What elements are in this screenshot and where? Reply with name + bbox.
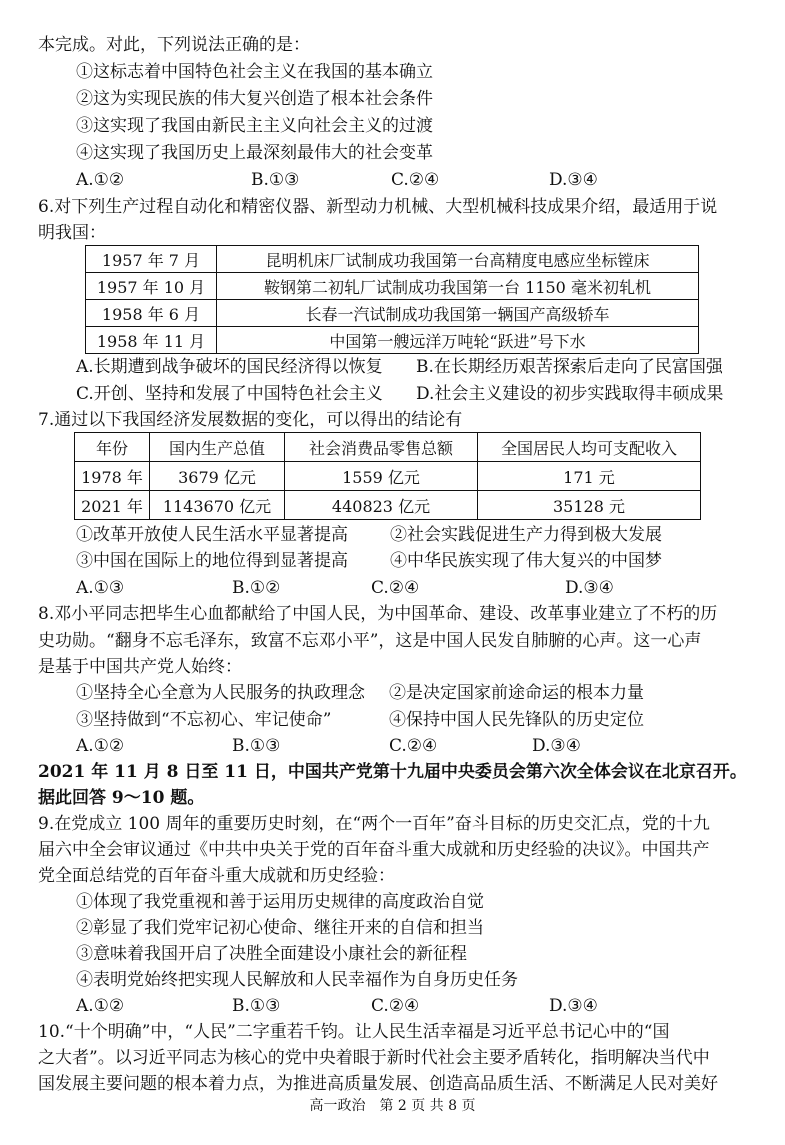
q8-stem: 史功勋。“翻身不忘毛泽东，致富不忘邓小平”，这是中国人民发自肺腑的心声。这一心声: [38, 631, 702, 651]
table-header-cell: 年份: [75, 433, 150, 462]
q6-stem: 6.对下列生产过程自动化和精密仪器、新型动力机械、大型机械科技成果介绍，最适用于说: [38, 197, 718, 217]
table-cell: 3679 亿元: [150, 462, 285, 491]
table-cell: 440823 亿元: [285, 491, 478, 520]
q9-item: ②彰显了我们党牢记初心使命、继往开来的自信和担当: [76, 918, 484, 938]
q8-option-a: A.①②: [76, 736, 125, 756]
table-row: [86, 327, 699, 354]
table-cell: 1143670 亿元: [150, 491, 285, 520]
table-cell: 1958 年 11 月: [86, 327, 217, 354]
q5-item: ①这标志着中国特色社会主义在我国的基本确立: [76, 62, 433, 82]
table-cell: 35128 元: [478, 491, 701, 520]
q9-stem: 9.在党成立 100 周年的重要历史时刻，在“两个一百年”奋斗目标的历史交汇点，党的十九: [38, 814, 710, 834]
q9-option-d: D.③④: [549, 996, 598, 1016]
q6-table: [85, 245, 699, 354]
table-header-cell: 国内生产总值: [150, 433, 285, 462]
q7-option-b: B.①②: [232, 578, 281, 598]
table-header-row: [75, 433, 701, 462]
q7-item: ①改革开放使人民生活水平显著提高: [76, 525, 348, 545]
q9-stem: 党全面总结党的百年奋斗重大成就和历史经验：: [38, 866, 395, 886]
q5-stem-continuation: 本完成。对此，下列说法正确的是：: [38, 35, 310, 55]
table-cell: 1978 年: [75, 462, 150, 491]
q9-option-b: B.①③: [232, 996, 281, 1016]
q7-option-d: D.③④: [565, 578, 614, 598]
q9-item: ④表明党始终把实现人民解放和人民幸福作为自身历史任务: [76, 970, 518, 990]
q8-option-d: D.③④: [532, 736, 581, 756]
table-cell: 1958 年 6 月: [86, 300, 217, 327]
q6-option-b: B.在长期经历艰苦探索后走向了民富国强: [416, 357, 723, 377]
table-cell: 鞍钢第二初轧厂试制成功我国第一台 1150 毫米初轧机: [217, 273, 699, 300]
q10-stem: 10.“十个明确”中，“人民”二字重若千钧。让人民生活幸福是习近平总书记心中的“国: [38, 1022, 670, 1042]
q8-option-c: C.②④: [389, 736, 438, 756]
table-cell: 1957 年 7 月: [86, 246, 217, 273]
q7-stem: 7.通过以下我国经济发展数据的变化，可以得出的结论有: [38, 410, 463, 430]
q9-stem: 届六中全会审议通过《中共中央关于党的百年奋斗重大成就和历史经验的决议》。中国共产: [38, 840, 710, 860]
q5-option-a: A.①②: [76, 170, 125, 190]
table-cell: 1957 年 10 月: [86, 273, 217, 300]
q5-option-d: D.③④: [549, 170, 598, 190]
q8-item: ①坚持全心全意为人民服务的执政理念: [76, 683, 365, 703]
table-row: [75, 491, 701, 520]
table-cell: 1559 亿元: [285, 462, 478, 491]
page-footer: 高一政治 第 2 页 共 8 页: [309, 1098, 476, 1114]
q8-item: ③坚持做到“不忘初心、牢记使命”: [76, 710, 332, 730]
q9-10-intro: 2021 年 11 月 8 日至 11 日，中国共产党第十九届中央委员会第六次全体会议在北京召开。: [38, 762, 747, 782]
q8-stem: 8.邓小平同志把毕生心血都献给了中国人民，为中国革命、建设、改革事业建立了不朽的历: [38, 604, 718, 624]
q9-item: ③意味着我国开启了决胜全面建设小康社会的新征程: [76, 944, 467, 964]
q6-option-c: C.开创、坚持和发展了中国特色社会主义: [76, 384, 383, 404]
q9-item: ①体现了我党重视和善于运用历史规律的高度政治自觉: [76, 892, 484, 912]
q7-option-a: A.①③: [76, 578, 125, 598]
table-cell: 2021 年: [75, 491, 150, 520]
q8-stem: 是基于中国共产党人始终：: [38, 657, 242, 677]
q9-10-intro: 据此回答 9～10 题。: [38, 788, 205, 808]
table-cell: 昆明机床厂试制成功我国第一台高精度电感应坐标镗床: [217, 246, 699, 273]
q7-item: ④中华民族实现了伟大复兴的中国梦: [390, 551, 662, 571]
q6-stem: 明我国：: [38, 223, 106, 243]
q8-option-b: B.①③: [232, 736, 281, 756]
q7-item: ②社会实践促进生产力得到极大发展: [390, 525, 662, 545]
table-header-cell: 社会消费品零售总额: [285, 433, 478, 462]
q8-item: ②是决定国家前途命运的根本力量: [389, 683, 644, 703]
q5-item: ②这为实现民族的伟大复兴创造了根本社会条件: [76, 89, 433, 109]
q9-option-a: A.①②: [76, 996, 125, 1016]
q6-option-a: A.长期遭到战争破坏的国民经济得以恢复: [76, 357, 383, 377]
table-cell: 长春一汽试制成功我国第一辆国产高级轿车: [217, 300, 699, 327]
table-cell: 中国第一艘远洋万吨轮“跃进”号下水: [217, 327, 699, 354]
q7-table: [74, 432, 701, 520]
q5-option-b: B.①③: [251, 170, 300, 190]
table-row: [86, 300, 699, 327]
q5-item: ④这实现了我国历史上最深刻最伟大的社会变革: [76, 143, 433, 163]
q10-stem: 国发展主要问题的根本着力点，为推进高质量发展、创造高品质生活、不断满足人民对美好: [38, 1074, 718, 1094]
table-row: [86, 273, 699, 300]
q10-stem: 之大者”。以习近平同志为核心的党中央着眼于新时代社会主要矛盾转化，指明解决当代中: [38, 1048, 710, 1068]
q6-option-d: D.社会主义建设的初步实践取得丰硕成果: [416, 384, 724, 404]
q5-item: ③这实现了我国由新民主主义向社会主义的过渡: [76, 116, 433, 136]
table-row: [75, 462, 701, 491]
table-header-cell: 全国居民人均可支配收入: [478, 433, 701, 462]
q5-option-c: C.②④: [391, 170, 440, 190]
q9-option-c: C.②④: [371, 996, 420, 1016]
q7-item: ③中国在国际上的地位得到显著提高: [76, 551, 348, 571]
table-cell: 171 元: [478, 462, 701, 491]
q7-option-c: C.②④: [371, 578, 420, 598]
q8-item: ④保持中国人民先锋队的历史定位: [389, 710, 644, 730]
table-row: [86, 246, 699, 273]
